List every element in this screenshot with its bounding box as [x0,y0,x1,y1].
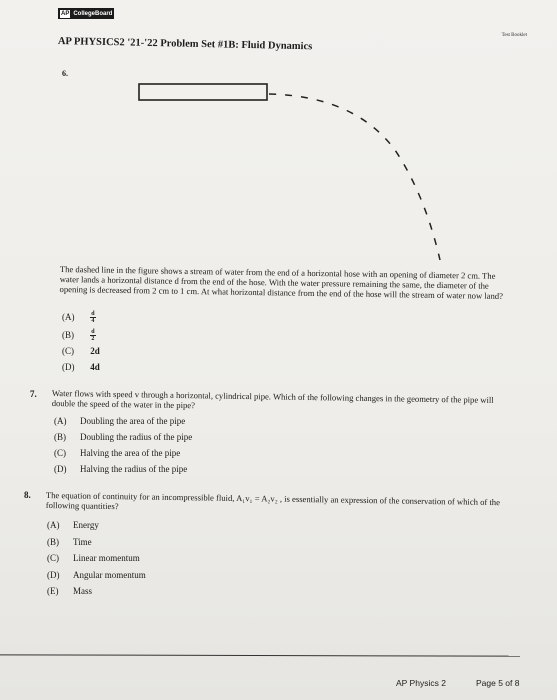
q7-option-a[interactable] [54,416,185,426]
option-value: Doubling the radius of the pipe [80,432,193,442]
q6-option-b[interactable] [62,329,96,342]
question-6-text: The dashed line in the figure shows a stream of water from the end of a horizontal hose with an opening of diameter 2 cm. The water lands a horizontal distance d from the end of the hose. With the water pressure remaining the same, the diameter of the opening is decreased from 2 cm to 1 cm. At what horizontal distance from the end of the hose will the stream of water now land? [59,264,504,301]
q8-option-b[interactable] [47,537,92,547]
question-8-number: 8. [24,490,31,500]
option-value: Energy [73,520,99,530]
question-8-text: The equation of continuity for an incompressible fluid, A₁v₁ = A₂v₂ , is essentially an expression of the conservation of which of the following quantities? [45,490,501,512]
q6-option-a[interactable] [62,311,96,324]
option-label: (C) [47,553,59,563]
water-stream-dashed-line [269,94,440,260]
option-value: Doubling the area of the pipe [80,416,186,426]
page-title: AP PHYSICS2 '21-'22 Problem Set #1B: Fluid Dynamics [57,36,313,53]
option-label: (E) [47,586,59,596]
option-label: (A) [62,311,75,322]
fraction-d-over-2: $\frac{d}{2}$ [91,329,95,342]
option-label: (C) [62,346,74,356]
option-label: (A) [54,416,67,426]
option-label: (D) [62,362,75,372]
option-value: Angular momentum [73,570,146,580]
option-label: (B) [62,329,74,340]
question-6-number: 6. [62,69,68,78]
q6-option-c[interactable] [62,346,100,356]
option-value: 2d [90,346,100,356]
q8-option-c[interactable] [47,553,140,563]
question-7-number: 7. [30,389,37,399]
hose-outline [139,84,267,100]
footer-page-number: Page 5 of 8 [476,678,520,688]
option-value: Halving the area of the pipe [80,448,181,458]
option-value: Linear momentum [73,553,140,563]
option-value: Time [73,537,92,547]
q7-option-b[interactable] [54,432,192,442]
logo-ap-mark: AP [61,10,70,17]
option-label: (D) [47,570,60,580]
option-value: 4d [90,362,100,372]
q7-option-c[interactable] [54,448,180,458]
q8-option-e[interactable] [47,586,92,596]
option-label: (B) [47,537,59,547]
question-7-text: Water flows with speed v through a horizontal, cylindrical pipe. Which of the following changes in the geometry of the pipe will double the speed of the water in the pipe? [51,388,494,411]
q7-option-d[interactable] [54,464,187,474]
footer-course: AP Physics 2 [396,678,446,688]
option-label: (B) [54,432,66,442]
fraction-d-over-4: $\frac{d}{4}$ [91,311,95,324]
booklet-label: Test Booklet [501,33,527,38]
option-label: (A) [47,520,60,530]
q8-option-d[interactable] [47,570,146,580]
option-value: Mass [73,586,93,596]
option-label: (C) [54,448,66,458]
q8-option-a[interactable] [47,520,99,530]
q6-option-d[interactable] [62,362,100,372]
option-label: (D) [54,464,67,474]
option-value: Halving the radius of the pipe [80,464,188,474]
logo-wordmark: CollegeBoard [73,10,113,17]
